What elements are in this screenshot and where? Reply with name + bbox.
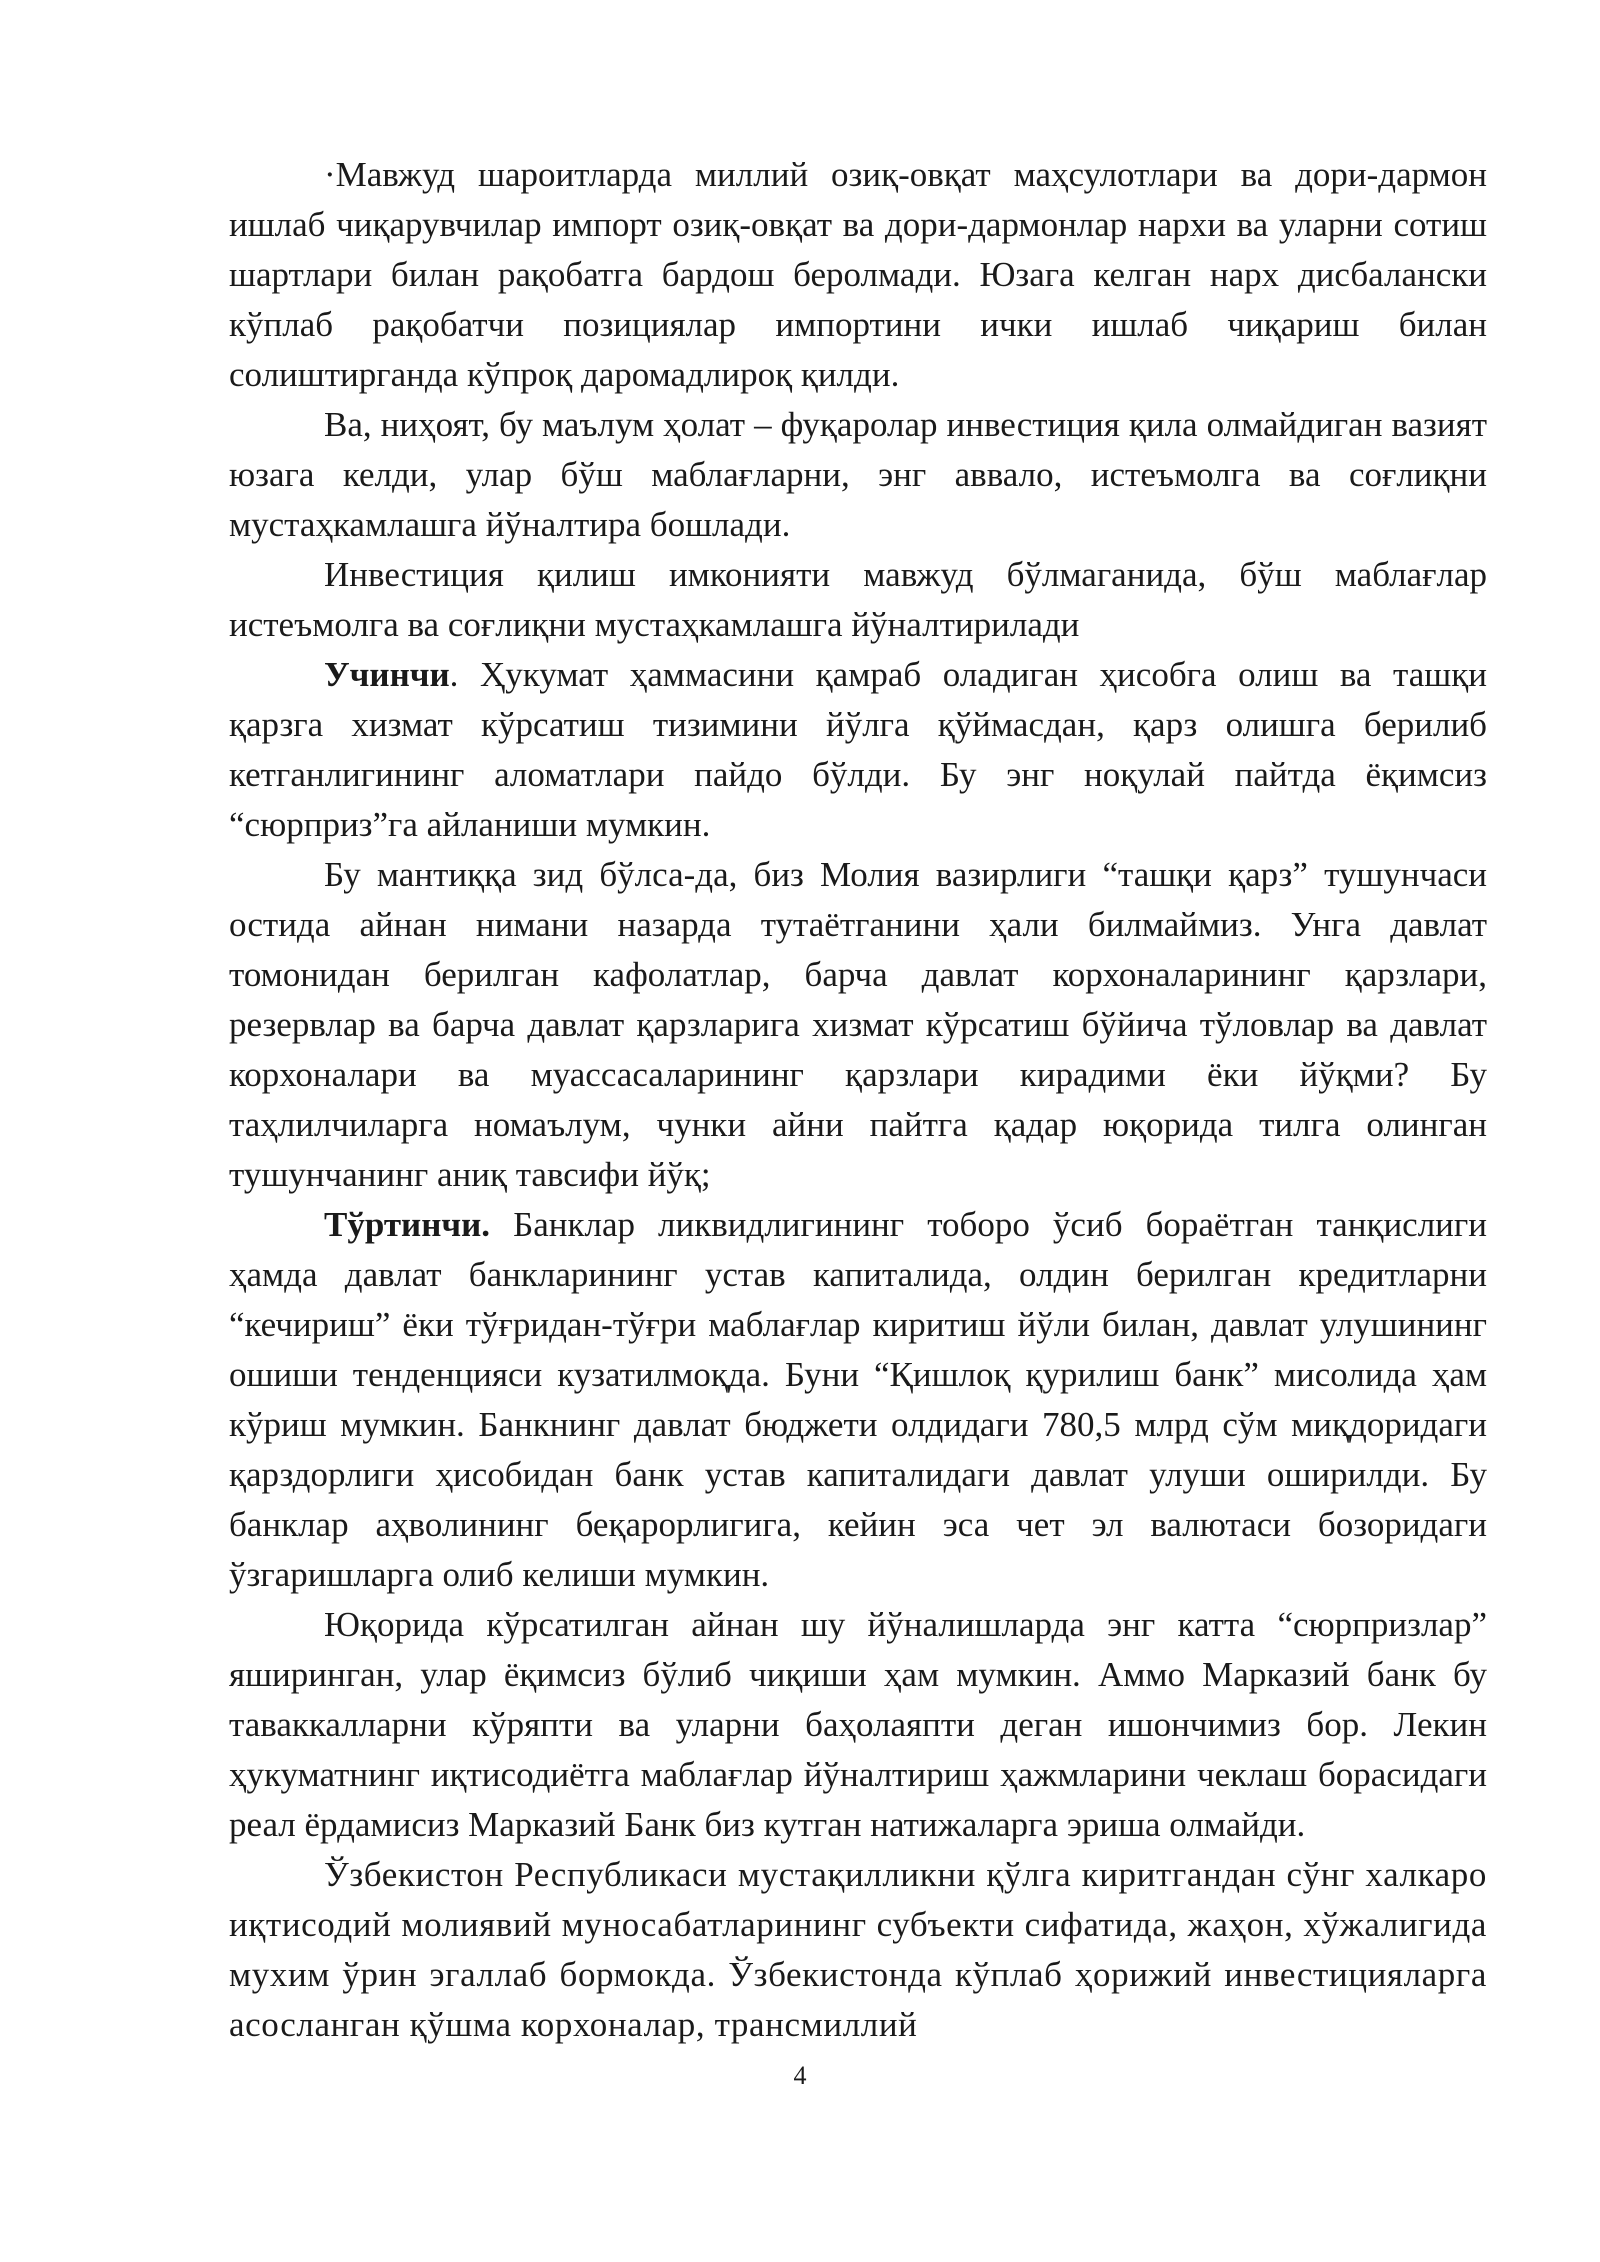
paragraph-surprises — [229, 1600, 1487, 1850]
paragraph-investment-opportunity — [229, 550, 1487, 650]
paragraph-citizens-savings — [229, 400, 1487, 550]
paragraph-text: Ўзбекистон Республикаси мустақилликни қўлга киритгандан сўнг халкаро иқтисодий молиявий муносабатларининг субъекти сифатида, жаҳон, хўжалигида мухим ўрин эгаллаб бормокда. Ўзбекистонда кўплаб ҳорижий инвестицияларга асосланган қўшма корхоналар, трансмиллий — [229, 1855, 1487, 2044]
paragraph-text: Ва, ниҳоят, бу маълум ҳолат – фуқаролар инвестиция қила олмайдиган вазият юзага келди, улар бўш маблағларни, энг аввало, истеъмолга ва соғлиқни мустаҳкамлашга йўналтира бошлади. — [229, 405, 1487, 544]
paragraph-external-debt — [229, 850, 1487, 1200]
paragraph-third-point — [229, 650, 1487, 850]
paragraph-lead: Тўртинчи. — [324, 1205, 491, 1244]
paragraph-text: Инвестиция қилиш имконияти мавжуд бўлмаганида, бўш маблағлар истеъмолга ва соғлиқни мустаҳкамлашга йўналтирилади — [229, 555, 1487, 644]
paragraph-lead: Учинчи — [324, 655, 450, 694]
body-text — [229, 150, 1487, 2050]
paragraph-text: ·Мавжуд шароитларда миллий озиқ-овқат маҳсулотлари ва дори-дармон ишлаб чиқарувчилар импорт озиқ-овқат ва дори-дармонлар нархи ва уларни сотиш шартлари билан рақобатга бардош беролмади. Юзага келган нарх дисбалански кўплаб рақобатчи позициялар импортини ички ишлаб чиқариш билан солиштирганда кўпроқ даромадлироқ қилди. — [229, 155, 1487, 394]
paragraph-text: Банклар ликвидлигининг тоборо ўсиб бораётган танқислиги ҳамда давлат банкларининг устав капиталида, олдин берилган кредитларни “кечириш” ёки тўғридан-тўғри маблағлар киритиш йўли билан, давлат улушининг ошиши тенденцияси кузатилмоқда. Буни “Қишлоқ қурилиш банк” мисолида ҳам кўриш мумкин. Банкнинг давлат бюджети олдидаги 780,5 млрд сўм миқдоридаги қарздорлиги ҳисобидан банк устав капиталидаги давлат улуши оширилди. Бу банклар аҳволининг беқарорлигига, кейин эса чет эл валютаси бозоридаги ўзгаришларга олиб келиши мумкин. — [229, 1205, 1487, 1594]
paragraph-text: Юқорида кўрсатилган айнан шу йўналишларда энг катта “сюрпризлар” яширинган, улар ёқимсиз бўлиб чиқиши ҳам мумкин. Аммо Марказий банк бу таваккалларни кўряпти ва уларни баҳолаяпти деган ишончимиз бор. Лекин ҳукуматнинг иқтисодиётга маблағлар йўналтириш ҳажмларини чеклаш борасидаги реал ёрдамисиз Марказий Банк биз кутган натижаларга эриша олмайди. — [229, 1605, 1487, 1844]
paragraph-import-competition — [229, 150, 1487, 400]
paragraph-text: Бу мантиққа зид бўлса-да, биз Молия вазирлиги “ташқи қарз” тушунчаси остида айнан нимани назарда тутаётганини ҳали билмаймиз. Унга давлат томонидан берилган кафолатлар, барча давлат корхоналарининг қарзлари, резервлар ва барча давлат қарзларига хизмат кўрсатиш бўйича тўловлар ва давлат корхоналари ва муассасаларининг қарзлари кирадими ёки йўқми? Бу таҳлилчиларга номаълум, чунки айни пайтга қадар юқорида тилга олинган тушунчанинг аниқ тавсифи йўқ; — [229, 855, 1487, 1194]
paragraph-uzbekistan — [229, 1850, 1487, 2050]
paragraph-text: . Ҳукумат ҳаммасини қамраб оладиган ҳисобга олиш ва ташқи қарзга хизмат кўрсатиш тизимини йўлга қўймасдан, қарз олишга берилиб кетганлигининг аломатлари пайдо бўлди. Бу энг ноқулай пайтда ёқимсиз “сюрприз”га айланиши мумкин. — [229, 655, 1487, 844]
paragraph-fourth-point — [229, 1200, 1487, 1600]
page-number: 4 — [793, 2061, 807, 2090]
